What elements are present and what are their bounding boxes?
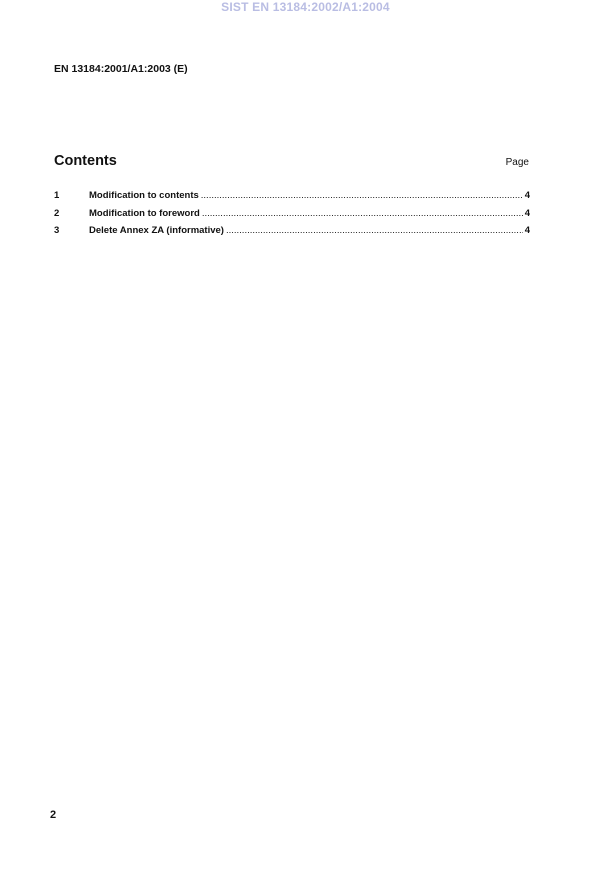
toc-entry-number: 1	[54, 190, 60, 201]
page-column-label: Page	[505, 157, 529, 168]
toc-leader-dots	[226, 225, 523, 236]
watermark: SIST EN 13184:2002/A1:2004	[221, 0, 390, 14]
table-of-contents	[54, 190, 530, 243]
toc-leader-dots	[201, 190, 523, 201]
contents-heading: Contents	[54, 153, 117, 169]
toc-entry-label: Modification to contents	[89, 190, 199, 201]
toc-entry-number: 3	[54, 225, 60, 236]
toc-entry-label: Modification to foreword	[89, 207, 200, 219]
toc-entry-number: 2	[54, 207, 60, 219]
toc-entry-label: Delete Annex ZA (informative)	[89, 225, 224, 236]
toc-entry-page: 4	[524, 207, 530, 219]
page-number: 2	[50, 809, 57, 821]
toc-entry-2[interactable]	[54, 208, 530, 226]
document-identifier: EN 13184:2001/A1:2003 (E)	[54, 63, 188, 75]
toc-entry-page: 4	[524, 190, 530, 201]
toc-entry-1[interactable]	[54, 190, 530, 208]
toc-entry-page: 4	[524, 225, 530, 236]
toc-leader-dots	[202, 208, 523, 219]
toc-entry-3[interactable]	[54, 225, 530, 243]
